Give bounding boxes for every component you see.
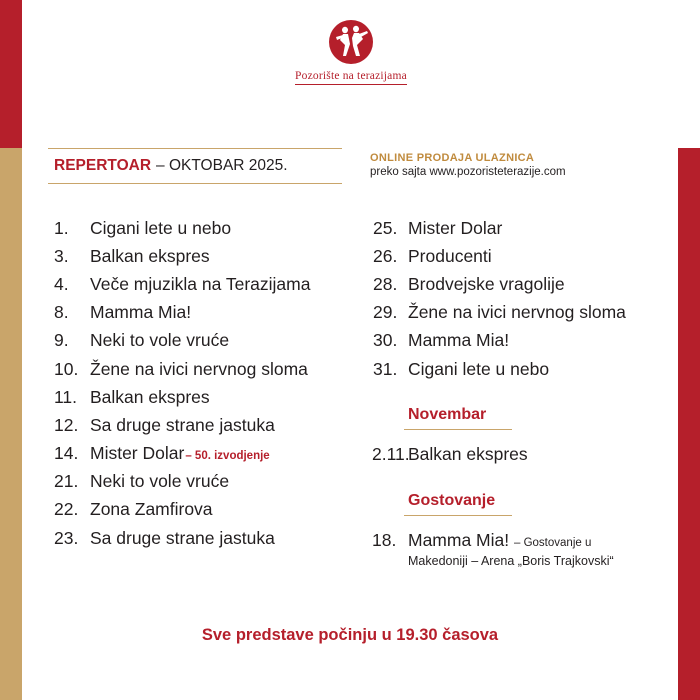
performance-row — [54, 270, 310, 298]
online-sales-prefix: preko sajta — [370, 166, 427, 178]
performance-date: 23. — [54, 527, 79, 548]
performance-row — [373, 355, 626, 383]
performance-title: Balkan ekspres — [90, 386, 210, 407]
performance-date: 28. — [373, 273, 398, 294]
performance-date: 21. — [54, 471, 79, 492]
performance-date: 10. — [54, 358, 79, 379]
october-list-right — [373, 214, 626, 383]
online-sales-line — [370, 166, 670, 178]
gostovanje-note-line2: Makedoniji – Arena „Boris Trajkovski“ — [408, 554, 614, 568]
online-sales-info — [370, 152, 670, 178]
performance-row — [373, 242, 626, 270]
gostovanje-heading: Gostovanje — [404, 492, 512, 516]
performance-row — [54, 383, 310, 411]
performance-title: Mamma Mia! — [408, 330, 510, 351]
performance-title: Producenti — [408, 245, 492, 266]
november-item — [372, 444, 528, 465]
performance-date: 18. — [372, 530, 397, 550]
performance-date: 9. — [54, 330, 69, 351]
performance-title: Neki to vole vruće — [90, 330, 230, 351]
performance-date: 1. — [54, 217, 69, 238]
gostovanje-note-line1: – Gostovanje u — [514, 537, 592, 549]
left-gold-bar — [0, 148, 22, 700]
repertoire-month: – OKTOBAR 2025. — [156, 157, 288, 174]
performance-row — [54, 524, 310, 552]
performance-title: Zona Zamfirova — [90, 499, 213, 520]
performance-row — [54, 440, 310, 468]
performance-row — [54, 327, 310, 355]
performance-title: Mister Dolar — [90, 443, 185, 464]
performance-title: Veče mjuzikla na Terazijama — [90, 273, 311, 294]
website-link[interactable]: www.pozoristeterazije.com — [429, 166, 566, 178]
performance-note: – 50. izvodjenje — [185, 449, 270, 462]
performance-title: Cigani lete u nebo — [90, 217, 232, 238]
repertoire-title: REPERTOAR — [54, 157, 152, 174]
performance-row — [373, 327, 626, 355]
right-red-bar — [678, 148, 700, 700]
performance-date: 2.11. — [372, 444, 410, 464]
performance-date: 29. — [373, 302, 398, 323]
performance-row — [54, 355, 310, 383]
performance-row — [373, 270, 626, 298]
performance-row — [373, 214, 626, 242]
performance-title: Mamma Mia! — [408, 530, 510, 550]
performance-date: 25. — [373, 217, 398, 238]
performance-title: Brodvejske vragolije — [408, 273, 565, 294]
performance-date: 3. — [54, 245, 69, 266]
performance-title: Balkan ekspres — [408, 444, 528, 464]
performance-date: 8. — [54, 302, 69, 323]
performance-row — [54, 411, 310, 439]
performance-title: Žene na ivici nervnog sloma — [408, 302, 626, 323]
performance-date: 22. — [54, 499, 79, 520]
performance-row — [54, 496, 310, 524]
logo-wordmark: Pozorište na terazijama — [295, 70, 407, 85]
performance-title: Neki to vole vruće — [90, 471, 230, 492]
online-sales-title: ONLINE PRODAJA ULAZNICA — [370, 152, 535, 164]
november-heading: Novembar — [404, 406, 512, 430]
performance-date: 4. — [54, 273, 69, 294]
performance-date: 14. — [54, 443, 79, 464]
performance-row — [54, 299, 310, 327]
gostovanje-item — [372, 530, 591, 551]
performance-title: Cigani lete u nebo — [408, 358, 550, 379]
performance-title: Mamma Mia! — [90, 302, 192, 323]
theatre-dancers-logo-icon — [326, 18, 376, 66]
performance-row — [373, 299, 626, 327]
performance-title: Sa druge strane jastuka — [90, 414, 275, 435]
repertoire-header — [48, 148, 342, 184]
performance-row — [54, 242, 310, 270]
performance-title: Mister Dolar — [408, 217, 503, 238]
october-list-left — [54, 214, 310, 552]
theatre-logo — [276, 18, 426, 100]
performance-date: 26. — [373, 245, 398, 266]
performance-date: 31. — [373, 358, 398, 379]
performance-title: Žene na ivici nervnog sloma — [90, 358, 308, 379]
start-time-footer: Sve predstave počinju u 19.30 časova — [201, 626, 499, 644]
performance-title: Balkan ekspres — [90, 245, 210, 266]
performance-date: 12. — [54, 414, 79, 435]
left-red-bar — [0, 0, 22, 148]
performance-title: Sa druge strane jastuka — [90, 527, 275, 548]
performance-row — [54, 214, 310, 242]
performance-date: 30. — [373, 330, 398, 351]
performance-date: 11. — [54, 386, 78, 407]
performance-row — [54, 468, 310, 496]
